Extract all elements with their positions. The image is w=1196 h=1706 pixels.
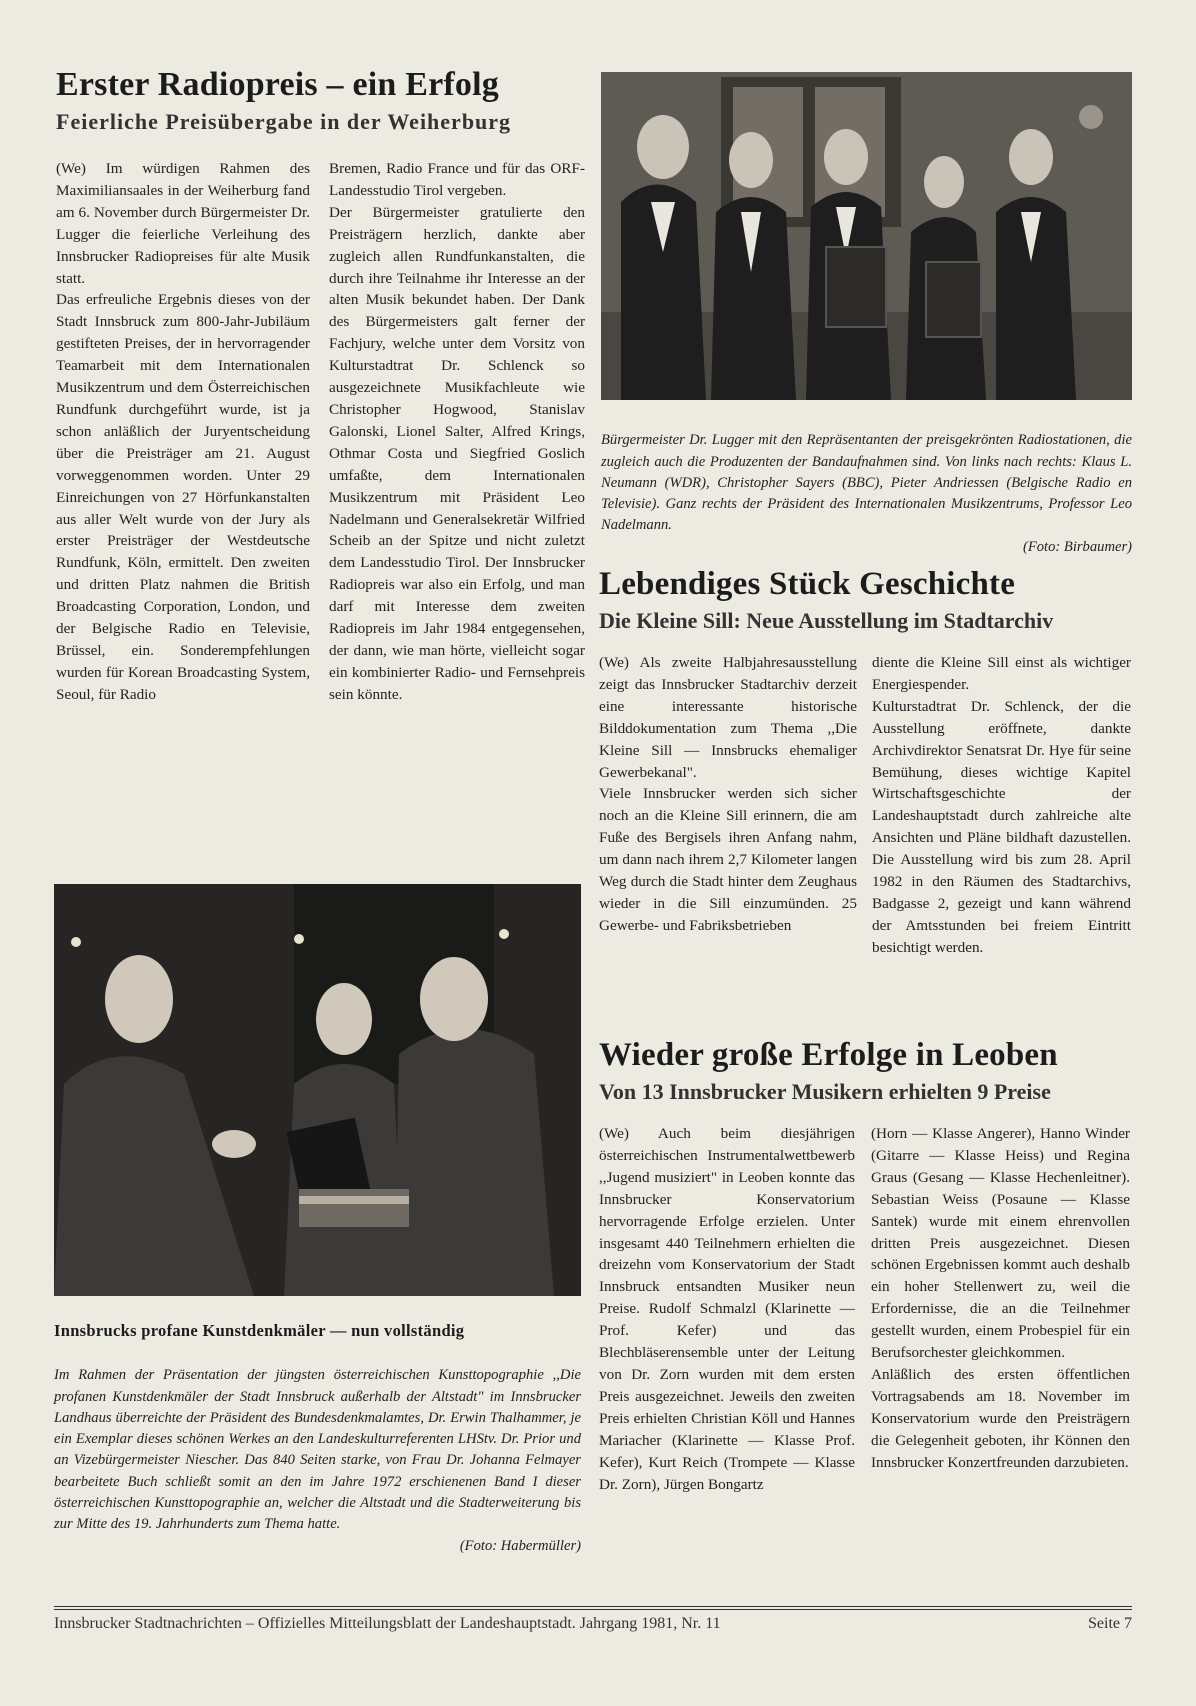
footer-rule — [54, 1606, 1132, 1610]
article-subtitle: Feierliche Preisübergabe in der Weiherburg — [56, 109, 512, 135]
book-presentation-caption-body — [54, 1344, 581, 1557]
group-photo-caption — [601, 409, 1132, 558]
article-column-1: (We) Als zweite Halbjahresausstellung zeigt das Innsbrucker Stadtarchiv derzeit eine interessante historische Bilddokumentation zum Thema ,,Die Kleine Sill — Innsbrucks ehemaliger Gewerbekanal". Viele Innsbrucker werden sich sicher noch an die Kleine Sill erinnern, die am Fuße des Bergisels ihren Anfang nahm, um dann nach ihrem 2,7 Kilometer langen Weg durch die Stadt hinter dem Zeughaus wieder in die Sill einzumünden. 25 Gewerbe- und Fabriksbetrieben — [599, 654, 857, 934]
article-column-2: Bremen, Radio France und für das ORF-Landesstudio Tirol vergeben. Der Bürgermeister gratulierte den Preisträgern herzlich, dankte aber zugleich allen Rundfunkanstalten, die durch ihre Teilnahme ihr Interesse an der alten Musik bekundet haben. Der Dank des Bürgermeisters galt ferner der Fachjury, welche unter dem Vorsitz von Kulturstadtrat Dr. Schlenck so ausgezeichnete Musikfachleute wie Christopher Hogwood, Stanislav Galonski, Lionel Salter, Alfred Krings, Othmar Costa und Siegfried Goslich umfaßte, dem Internationalen Musikzentrum mit Präsident Leo Nadelmann und Generalsekretär Wilfried Scheib an der Spitze und nicht zuletzt dem Landesstudio Tirol. Der Innsbrucker Radiopreis war also ein Erfolg, und man darf mit Interesse dem zweiten Radiopreis im Jahr 1984 entgegensehen, der dann, wie man hörte, vielleicht sogar ein kombinierter Radio- und Fernsehpreis sein könnte. — [329, 160, 585, 703]
group-photo-credit: (Foto: Birbaumer) — [1022, 538, 1132, 555]
article-title: Wieder große Erfolge in Leoben — [599, 1037, 1058, 1073]
book-presentation-caption — [54, 1320, 581, 1557]
article-kleine-sill — [599, 566, 1139, 635]
article-radiopreis — [56, 66, 588, 136]
article-subtitle: Von 13 Innsbrucker Musikern erhielten 9 Preise — [599, 1079, 1051, 1105]
footer-text: Innsbrucker Stadtnachrichten – Offizielles Mitteilungsblatt der Landeshauptstadt. Jahrgang 1981, Nr. 11 — [54, 1615, 721, 1632]
book-presentation-caption-text: Im Rahmen der Präsentation der jüngsten österreichischen Kunsttopographie ,,Die profanen Kunstdenkmäler der Stadt Innsbruck außerhalb der Altstadt" im Innsbrucker Landhaus überreichte der Präsident des Bundesdenkmalamtes, Dr. Erwin Thalhammer, je ein Exemplar dieses schönen Werkes an den Landeskulturreferenten LHStv. Dr. Prior und an Vizebürgermeister Niescher. Das 840 Seiten starke, von Frau Dr. Johanna Felmayer bearbeitete Buch schließt somit an den im Jahre 1972 erschienenen Band I dieser österreichischen Kunsttopographie an, welcher die Altstadt und die Stadterweiterung bis zur Mitte des 19. Jahrhunderts zum Thema hatte. — [54, 1367, 581, 1533]
book-presentation-title: Innsbrucks profane Kunstdenkmäler — nun vollständig — [54, 1321, 465, 1340]
article-column-1: (We) Auch beim diesjährigen österreichischen Instrumentalwettbewerb ,,Jugend musiziert" in Leoben konnte das Innsbrucker Konservatorium hervorragende Erfolge erzielen. Unter insgesamt 440 Teilnehmern erhielten die dreizehn vom Konservatorium der Stadt Innsbruck entsandten Musiker neun Preise. Rudolf Schmalzl (Klarinette — Prof. Kefer) und das Blechbläserensemble unter der Leitung von Dr. Zorn wurden mit dem ersten Preis ausgezeichnet. Jeweils den zweiten Preis erhielten Christian Köll und Hannes Mariacher (Klarinette — Klasse Prof. Kefer), Kurt Reich (Trompete — Klasse Dr. Zorn), Jürgen Bongartz — [599, 1125, 855, 1493]
book-presentation-credit: (Foto: Habermüller) — [459, 1537, 581, 1554]
article-title: Lebendiges Stück Geschichte — [599, 566, 1016, 602]
page-number: Seite 7 — [1088, 1615, 1132, 1632]
article-title: Erster Radiopreis – ein Erfolg — [56, 66, 499, 103]
book-presentation-photo — [54, 884, 581, 1296]
article-column-1: (We) Im würdigen Rahmen des Maximiliansaales in der Weiherburg fand am 6. November durch Bürgermeister Dr. Lugger die feierliche Verleihung des Innsbrucker Radiopreises für alte Musik statt. Das erfreuliche Ergebnis dieses von der Stadt Innsbruck zum 800-Jahr-Jubiläum gestifteten Preises, der in hervorragender Teamarbeit mit dem Internationalen Musikzentrum und dem Österreichischen Rundfunk durchgeführt wurde, ist ja schon anläßlich der Juryentscheidung über die Preisträger am 21. August vorweggenommen worden. Unter 29 Einreichungen von 27 Hörfunkanstalten aus aller Welt wurde von der Jury als erster Preisträger der Westdeutsche Rundfunk, Köln, ermittelt. Den zweiten und dritten Platz nahmen die British Broadcasting Corporation, London, und der Belgische Radio en Televisie, Brüssel, ein. Sonderempfehlungen wurden für Korean Broadcasting System, Seoul, für Radio — [56, 160, 310, 703]
article-subtitle: Die Kleine Sill: Neue Ausstellung im Stadtarchiv — [599, 608, 1054, 634]
book-presentation-image — [54, 884, 581, 1296]
group-photo-caption-text: Bürgermeister Dr. Lugger mit den Repräsentanten der preisgekrönten Radiostationen, die zugleich auch die Produzenten der Bandaufnahmen sind. Von links nach rechts: Klaus L. Neumann (WDR), Christopher Sayers (BBC), Pieter Andriessen (Belgische Radio en Televisie). Ganz rechts der Präsident des Internationalen Musikzentrums, Professor Leo Nadelmann. — [601, 432, 1132, 534]
article-column-2: diente die Kleine Sill einst als wichtiger Energiespender. Kulturstadtrat Dr. Schlenck, der die Ausstellung eröffnete, dankte Archivdirektor Senatsrat Dr. Hye für seine Bemühung, dieses wichtige Kapitel Wirtschaftsgeschichte der Landeshauptstadt durch zahlreiche alte Ansichten und Pläne bildhaft dazustellen. Die Ausstellung wird bis zum 28. April 1982 in den Räumen des Stadtarchivs, Badgasse 2, gezeigt und kann während der Amtsstunden bei freiem Eintritt besichtigt werden. — [872, 654, 1131, 956]
article-leoben — [599, 1037, 1139, 1106]
article-column-2: (Horn — Klasse Angerer), Hanno Winder (Gitarre — Klasse Heiss) und Regina Graus (Gesang — Klasse Hechenleitner). Sebastian Weiss (Posaune — Klasse Santek) wurde mit einem ehrenvollen dritten Preis ausgezeichnet. Diesen schönen Ergebnissen kommt auch deshalb ein hoher Stellenwert zu, weil die Erfordernisse, die an die Teilnehmer gestellt wurden, einem Probespiel für ein Berufsorchester gleichkommen. Anläßlich des ersten öffentlichen Vortragsabends am 18. November im Konservatorium wurde den Preisträgern die Gelegenheit geboten, ihr Können den Innsbrucker Konzertfreunden darzubieten. — [871, 1125, 1130, 1471]
group-photo-image — [601, 72, 1132, 400]
group-photo — [601, 72, 1132, 400]
